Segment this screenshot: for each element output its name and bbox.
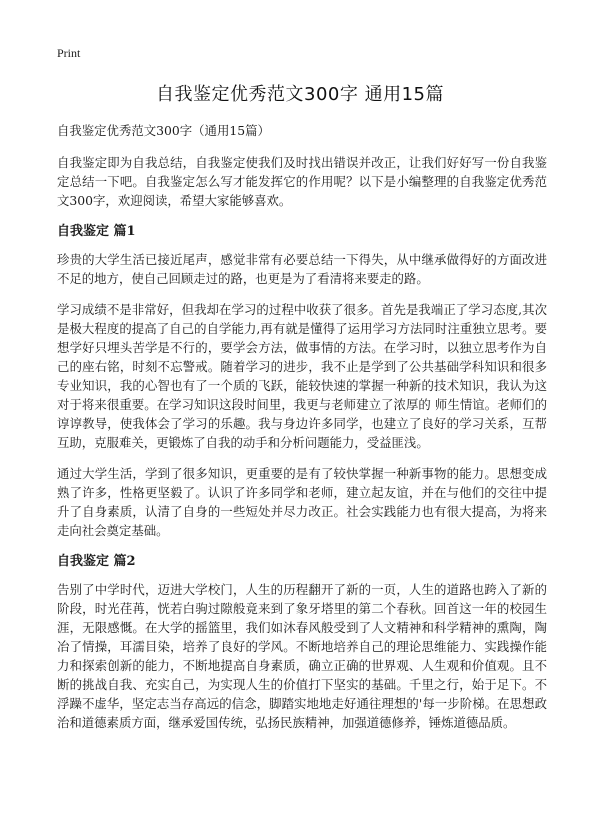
section-1-paragraph-1: 珍贵的大学生活已接近尾声，感觉非常有必要总结一下得失，从中继承做得好的方面改进不足的地方，使自己回顾走过的路，也更是为了看清将来要走的路。	[57, 252, 547, 286]
section-heading-1: 自我鉴定 篇1	[57, 224, 136, 239]
section-1-paragraph-2: 学习成绩不是非常好，但我却在学习的过程中收获了很多。首先是我端正了学习态度,其次是极大程度的提高了自己的自学能力,再有就是懂得了运用学习方法同时注重独立思考。要想学好只埋头苦学是不行的，要学会方法，做事情的方法。在学习时，以独立思考作为自己的座右铭，时刻不忘警戒。随着学习的进步，我不止是学到了公共基础学科知识和很多专业知识，我的心智也有了一个质的飞跃，能较快速的掌握一种新的技术知识，我认为这对于将来很重要。在学习知识这段时间里，我更与老师建立了浓厚的 师生情谊。老师们的谆谆教导，使我体会了学习的乐趣。我与身边许多同学，也建立了良好的学习关系，互帮互助，克服难关，更锻炼了自我的动手和分析问题能力，受益匪浅。	[57, 302, 547, 450]
section-heading-2: 自我鉴定 篇2	[57, 554, 136, 569]
section-1-paragraph-3: 通过大学生活，学到了很多知识，更重要的是有了较快掌握一种新事物的能力。思想变成熟了许多，性格更坚毅了。认识了许多同学和老师，建立起友谊，并在与他们的交往中提升了自身素质，认清了自身的一些短处并尽力改正。社会实践能力也有很大提高，为将来走向社会奠定基础。	[57, 466, 547, 538]
article-subtitle: 自我鉴定优秀范文300字（通用15篇）	[57, 123, 270, 138]
section-2-paragraph-1: 告别了中学时代，迈进大学校门，人生的历程翻开了新的一页，人生的道路也跨入了新的阶段，时光荏苒，恍若白驹过隙般竟来到了象牙塔里的第二个春秋。回首这一年的校园生涯，无限感慨。在大学的摇篮里，我们如沐春风般受到了人文精神和科学精神的熏陶，陶冶了情操，耳濡目染，培养了良好的学风。不断地培养自己的理论思维能力、实践操作能力和探索创新的能力，不断地提高自身素质，确立正确的世界观、人生观和价值观。且不断的挑战自我、充实自己，为实现人生的价值打下坚实的基础。千里之行，始于足下。不浮躁不虚华，坚定志当存高远的信念，脚踏实地地走好通往理想的'每一步阶梯。在思想政治和道德素质方面，继承爱国传统，弘扬民族精神，加强道德修养，锤炼道德品质。	[57, 582, 547, 730]
article-body	[57, 121, 547, 744]
page-title: 自我鉴定优秀范文300字 通用15篇	[156, 84, 444, 105]
print-label[interactable]: Print	[57, 46, 81, 60]
intro-paragraph: 自我鉴定即为自我总结，自我鉴定使我们及时找出错误并改正，让我们好好写一份自我鉴定总结一下吧。自我鉴定怎么写才能发挥它的作用呢？以下是小编整理的自我鉴定优秀范文300字，欢迎阅读，希望大家能够喜欢。	[57, 155, 547, 208]
